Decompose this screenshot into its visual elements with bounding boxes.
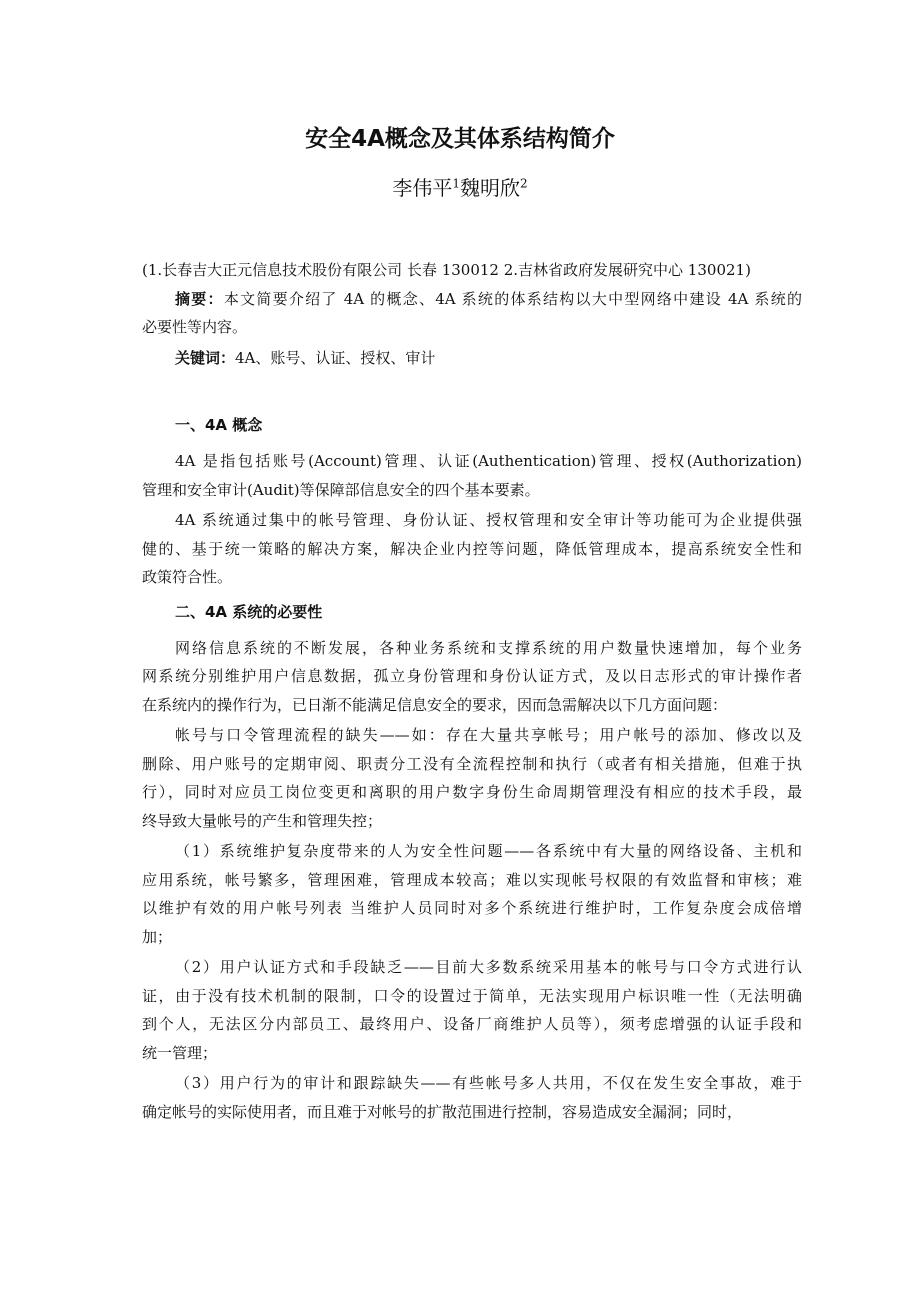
paragraph-line: 统一管理； xyxy=(142,1043,218,1062)
paragraph-line: 健的、基于统一策略的解决方案，解决企业内控等问题，降低管理成本，提高系统安全性和 xyxy=(142,539,802,558)
paragraph-line: 加； xyxy=(142,927,173,946)
author-affiliation-mark: 1 xyxy=(452,176,460,191)
abstract-text: 本文简要介绍了 4A 的概念、4A 系统的体系结构以大中型网络中建设 4A 系统的 xyxy=(223,289,802,308)
paragraph-line: 政策符合性。 xyxy=(142,568,233,586)
paragraph xyxy=(142,1069,802,1126)
paragraph-line: 网络信息系统的不断发展，各种业务系统和支撑系统的用户数量快速增加，每个业务 xyxy=(175,638,802,657)
section-heading: 一、4A 概念 xyxy=(175,416,263,434)
abstract-line: 必要性等内容。 xyxy=(142,318,248,336)
paragraph-line: 证，由于没有技术机制的限制，口令的设置过于简单，无法实现用户标识唯一性（无法明确 xyxy=(142,986,802,1005)
paragraph-line: 网系统分别维护用户信息数据，孤立身份管理和身份认证方式，及以日志形式的审计操作者 xyxy=(142,667,802,685)
section-heading: 二、4A 系统的必要性 xyxy=(175,602,323,621)
document-title: 安全4A概念及其体系结构简介 xyxy=(305,126,615,152)
paragraph-line: 帐号与口令管理流程的缺失——如：存在大量共享帐号；用户帐号的添加、修改以及 xyxy=(175,726,802,744)
abstract-label: 摘要： xyxy=(175,289,224,308)
authors xyxy=(0,172,920,201)
paragraph xyxy=(142,721,802,835)
paragraph xyxy=(142,837,802,951)
paragraph xyxy=(142,447,802,504)
paragraph-line: （2）用户认证方式和手段缺乏——目前大多数系统采用基本的帐号与口令方式进行认 xyxy=(175,958,802,976)
body-text xyxy=(142,411,802,1128)
paragraph-line: 行），同时对应员工岗位变更和离职的用户数字身份生命周期管理没有相应的技术手段，最 xyxy=(142,783,802,801)
paragraph-line: 终导致大量帐号的产生和管理失控； xyxy=(142,811,383,830)
paragraph xyxy=(142,506,802,592)
paragraph-line: 在系统内的操作行为，已日渐不能满足信息安全的要求，因而急需解决以下几方面问题： xyxy=(142,695,728,714)
paragraph-line: 4A 是指包括账号(Account)管理、认证(Authentication)管理、授权(Authorization) xyxy=(175,452,802,470)
front-matter xyxy=(142,256,802,372)
paragraph xyxy=(142,953,802,1067)
keywords-text: 4A、账号、认证、授权、审计 xyxy=(235,348,436,367)
author-affiliation-mark: 2 xyxy=(520,176,528,191)
paragraph-line: 4A 系统通过集中的帐号管理、身份认证、授权管理和安全审计等功能可为企业提供强 xyxy=(175,511,802,529)
paragraph-line: （3）用户行为的审计和跟踪缺失——有些帐号多人共用，不仅在发生安全事故，难于 xyxy=(175,1074,802,1092)
keywords xyxy=(142,344,802,373)
author-name: 李伟平 xyxy=(392,176,453,200)
paragraph-line: 管理和安全审计(Audit)等保障部信息安全的四个基本要素。 xyxy=(142,480,540,499)
paragraph xyxy=(142,634,802,720)
paragraph-line: 删除、用户账号的定期审阅、职责分工没有全流程控制和执行（或者有相关措施，但难于执 xyxy=(142,754,802,773)
paragraph-line: 确定帐号的实际使用者，而且难于对帐号的扩散范围进行控制，容易造成安全漏洞；同时， xyxy=(142,1102,743,1121)
paragraph-line: （1）系统维护复杂度带来的人为安全性问题——各系统中有大量的网络设备、主机和 xyxy=(175,842,802,860)
affiliation: (1.长春吉大正元信息技术股份有限公司 长春 130012 2.吉林省政府发展研究中心 130021) xyxy=(142,261,751,279)
abstract-line xyxy=(142,285,802,314)
paragraph-line: 以维护有效的用户帐号列表 当维护人员同时对多个系统进行维护时，工作复杂度会成倍增 xyxy=(142,899,802,917)
paragraph-line: 应用系统，帐号繁多，管理困难，管理成本较高；难以实现帐号权限的有效监督和审核；难 xyxy=(142,870,802,889)
paragraph-line: 到个人，无法区分内部员工、最终用户、设备厂商维护人员等），须考虑增强的认证手段和 xyxy=(142,1015,802,1033)
author-name: 魏明欣 xyxy=(460,176,520,200)
keywords-label: 关键词： xyxy=(175,348,236,367)
